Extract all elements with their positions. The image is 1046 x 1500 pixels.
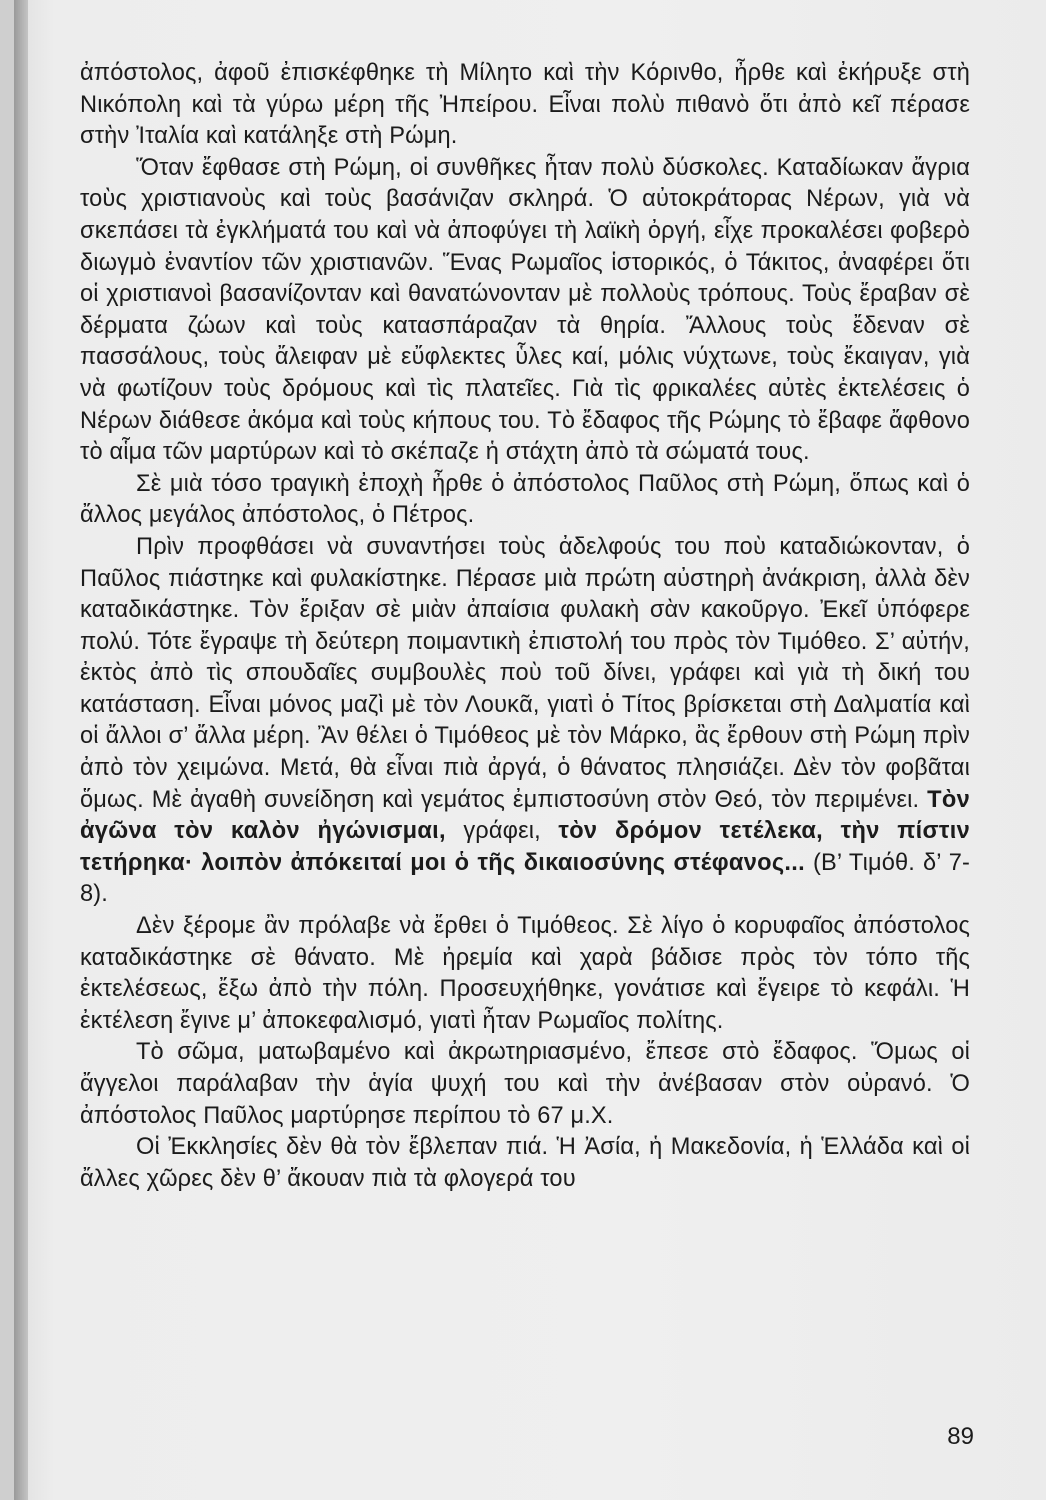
paragraph-2	[80, 153, 970, 469]
text-run: ἀπόστολος, ἀφοῦ ἐπισκέφθηκε τὴ Μίλητο καὶ τὴν Κόρινθο, ἦρθε καὶ ἐκήρυξε στὴ Νικόπολη καὶ τὰ γύρω μέρη τῆς Ἠπείρου. Εἶναι πολὺ πιθανὸ ὅτι ἀπὸ κεῖ πέρασε στὴν Ἰταλία καὶ κατάληξε στὴ Ρώμη.	[80, 60, 970, 150]
paragraph-6	[80, 1037, 970, 1132]
text-run: Δὲν ξέρομε ἂν πρόλαβε νὰ ἔρθει ὁ Τιμόθεος. Σὲ λίγο ὁ κορυφαῖος ἀπόστολος καταδικάστηκε σὲ θάνατο. Μὲ ἠρεμία καὶ χαρὰ βάδισε πρὸς τὸν τόπο τῆς ἐκτελέσεως, ἔξω ἀπὸ τὴν πόλη. Προσευχήθηκε, γονάτισε καὶ ἔγειρε τὸ κεφάλι. Ἡ ἐκτέλεση ἔγινε μ’ ἀποκεφαλισμό, γιατὶ ἦταν Ρωμαῖος πολίτης.	[80, 913, 970, 1034]
citation: (Β’ Τιμόθ. δ’ 7-8).	[80, 849, 970, 908]
text-run: Τὸ σῶμα, ματωβαμένο καὶ ἀκρωτηριασμένο, ἔπεσε στὸ ἔδαφος. Ὅμως οἱ ἄγγελοι παράλαβαν τὴν ἁγία ψυχή του καὶ τὴν ἀνέβασαν στὸν οὐρανό. Ὁ ἀπόστολος Παῦλος μαρτύρησε περίπου τὸ 67 μ.Χ.	[80, 1039, 970, 1129]
book-page	[14, 0, 1046, 1500]
body-text	[80, 58, 970, 1195]
paragraph-4	[80, 532, 970, 911]
bold-quote: τὸν δρόμον τετέλεκα, τὴν πίστιν τετήρηκα· λοιπὸν ἀπόκειταί μοι ὁ τῆς δικαιοσύνης στέφανος...	[80, 818, 971, 876]
text-run: Ὅταν ἔφθασε στὴ Ρώμη, οἱ συνθῆκες ἦταν πολὺ δύσκολες. Καταδίωκαν ἄγρια τοὺς χριστιανοὺς καὶ τοὺς βασάνιζαν σκληρά. Ὁ αὐτοκράτορας Νέρων, γιὰ νὰ σκεπάσει τὰ ἐγκλήματά του καὶ νὰ ἀποφύγει τὴ λαϊκὴ ὀργή, εἶχε προκαλέσει φοβερὸ διωγμὸ ἐναντίον τῶν χριστιανῶν. Ἕνας Ρωμαῖος ἱστορικός, ὁ Τάκιτος, ἀναφέρει ὅτι οἱ χριστιανοὶ βασανίζονταν καὶ θανατώνονταν μὲ πολλοὺς τρόπους. Τοὺς ἔραβαν σὲ δέρματα ζώων καὶ τοὺς κατασπάραζαν τὰ θηρία. Ἄλλους τοὺς ἔδεναν σὲ πασσάλους, τοὺς ἄλειφαν μὲ εὔφλεκτες ὗλες καί, μόλις νύχτωνε, τοὺς ἔκαιγαν, γιὰ νὰ φωτίζουν τοὺς δρόμους καὶ τὶς πλατεῖες. Γιὰ τὶς φρικαλέες αὐτὲς ἐκτελέσεις ὁ Νέρων διάθεσε ἀκόμα καὶ τοὺς κήπους του. Τὸ ἔδαφος τῆς Ρώμης τὸ ἔβαφε ἄφθονο τὸ αἷμα τῶν μαρτύρων καὶ τὸ σκέπαζε ἡ στάχτη ἀπὸ τὰ σώματά τους.	[80, 154, 970, 466]
paragraph-7	[80, 1132, 970, 1195]
paragraph-1	[80, 58, 970, 153]
text-run: Πρὶν προφθάσει νὰ συναντήσει τοὺς ἀδελφούς του ποὺ καταδιώκονταν, ὁ Παῦλος πιάστηκε καὶ φυλακίστηκε. Πέρασε μιὰ πρώτη αὐστηρὴ ἀνάκριση, ἀλλὰ δὲν καταδικάστηκε. Τὸν ἔριξαν σὲ μιὰν ἀπαίσια φυλακὴ σὰν κακοῦργο. Ἐκεῖ ὑπόφερε πολύ. Τότε ἔγραψε τὴ δεύτερη ποιμαντικὴ ἐπιστολή του πρὸς τὸν Τιμόθεο. Σ’ αὐτήν, ἐκτὸς ἀπὸ τὶς σπουδαῖες συμβουλὲς ποὺ τοῦ δίνει, γράφει καὶ γιὰ τὴ δική του κατάσταση. Εἶναι μόνος μαζὶ μὲ τὸν Λουκᾶ, γιατὶ ὁ Τίτος βρίσκεται στὴ Δαλματία καὶ οἱ ἄλλοι σ’ ἄλλα μέρη. Ἂν θέλει ὁ Τιμόθεος μὲ τὸν Μάρκο, ἂς ἔρθουν στὴ Ρώμη πρὶν ἀπὸ τὸν χειμώνα. Μετά, θὰ εἶναι πιὰ ἀργά, ὁ θάνατος πλησιάζει. Δὲν τὸν φοβᾶται ὅμως. Μὲ ἀγαθὴ συνείδηση καὶ γεμάτος ἐμπιστοσύνη στὸν Θεό, τὸν περιμένει.	[80, 533, 970, 813]
paragraph-3	[80, 469, 970, 532]
page-number: 89	[947, 1423, 974, 1450]
text-run: Σὲ μιὰ τόσο τραγικὴ ἐποχὴ ἦρθε ὁ ἀπόστολος Παῦλος στὴ Ρώμη, ὅπως καὶ ὁ ἄλλος μεγάλος ἀπόστολος, ὁ Πέτρος.	[80, 470, 970, 529]
page-spine-shadow	[14, 0, 28, 1500]
bold-quote: Τὸν ἀγῶνα τὸν καλὸν ἠγώνισμαι,	[80, 786, 970, 845]
text-run: Οἱ Ἐκκλησίες δὲν θὰ τὸν ἔβλεπαν πιά. Ἡ Ἀσία, ἡ Μακεδονία, ἡ Ἑλλάδα καὶ οἱ ἄλλες χῶρες δὲν θ’ ἄκουαν πιὰ τὰ φλογερά του	[80, 1134, 970, 1192]
text-run: γράφει,	[445, 818, 559, 845]
paragraph-5	[80, 911, 970, 1037]
